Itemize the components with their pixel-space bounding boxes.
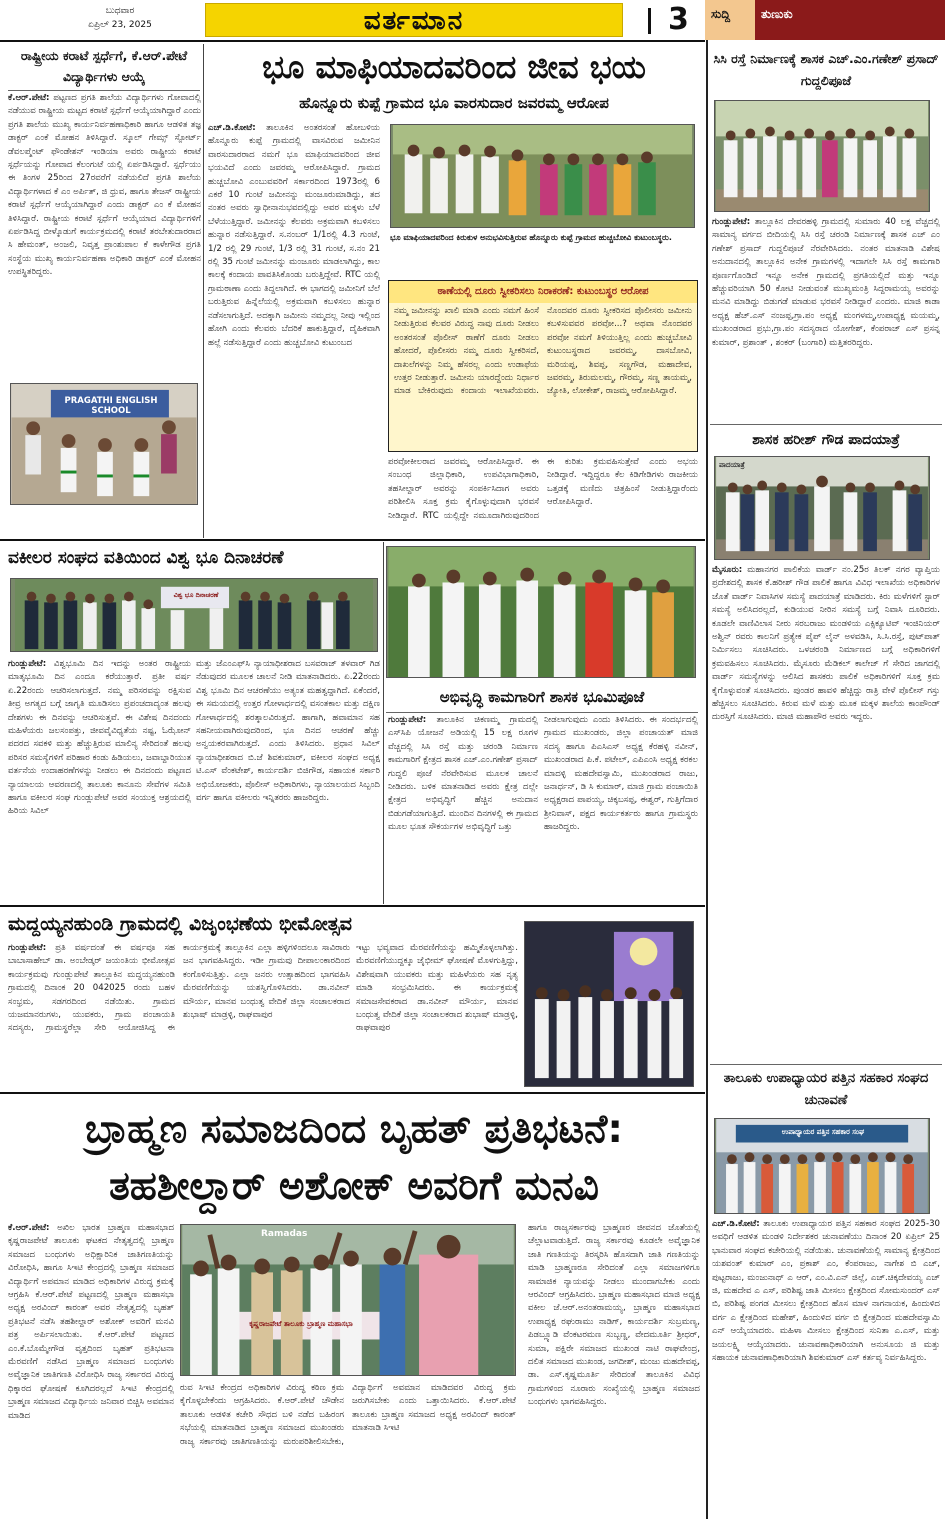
- brahmana-photo-sign: Ramadas: [261, 1229, 308, 1239]
- side-harish-photo: [714, 456, 930, 560]
- sidebar-divider: [706, 40, 708, 1519]
- mafia-dateline: ಎಚ್.ಡಿ.ಕೋಟೆ:: [208, 123, 256, 133]
- bhoomipooje-photo: [386, 546, 696, 678]
- karate-photo-banner: PRAGATHI ENGLISH SCHOOL: [64, 396, 158, 416]
- side-harish-photo-image: [715, 457, 929, 559]
- sidebar-header-label-a-box: [705, 0, 755, 40]
- side-harish-rule: [710, 1064, 942, 1065]
- mafia-boxed-body: ನಮ್ಮ ಜಮೀನನ್ನು ಖಾಲಿ ಮಾಡಿ ಎಂದು ನಮಗೆ ಹಿಂಸೆ ನೀಡುತ್ತಿರುವ ಕೆಲವರ ವಿರುದ್ಧ ನಾವು ದೂರು ನೀಡಲು ಅಂತರಸಂತೆ ಪೊಲೀಸ್ ಠಾಣೆಗೆ ದೂರು ನೀಡಲು ಹೋದರೆ, ಪೊಲೀಸರು ನಮ್ಮ ದೂರು ಸ್ವೀಕರಿಸದೆ, ದಾಖಲೆಗಳನ್ನು ನಿಮ್ಮ ಹೆಸರಲ್ಲ ಎಂದು ಉಡಾಫೆಯ ಉತ್ತರ ನೀಡುತ್ತಾರೆ. ಜಮೀನು ಯಾರದ್ದೆಂದು ನಿರ್ಧಾರ ಮಾಡ ಬೇಕಿರುವುದು ಕಂದಾಯ ಇಲಾಖೆಯವರು. ನೊಂದವರ ದೂರು ಸ್ವೀಕರಿಸದ ಪೊಲೀಸರು ಜಮೀನು ಕಬಳಿಸುವವರ ಪರವೋ...? ಅಥವಾ ನೊಂದವರ ಪರವೋ ನಮಗೆ ತಿಳಿಯುತ್ತಿಲ್ಲ ಎಂದು ಹುಚ್ಚಬೋವಿ ಕುಟುಂಬಸ್ಥರಾದ ಜವರಮ್ಮ, ದಾಸಬೋವಿ, ಮರಿಯಪ್ಪ, ಶಿವಪ್ಪ, ಸಣ್ಣಗೌಡ, ಮಹಾದೇವ, ಜವರಮ್ಮ, ತಿರುಮಲಮ್ಮ, ಗೌರಮ್ಮ, ಸಣ್ಣ ತಾಯಮ್ಮ, ಜ್ಯೋತಿ, ಲೋಕೇಶ್, ರಾಜಮ್ಮ ಆರೋಪಿಸಿದ್ದಾರೆ.: [394, 306, 692, 397]
- side-teachers-photo: [714, 1118, 930, 1214]
- side-cc-photo-image: [715, 101, 929, 211]
- brahmana-body-a-text: ಅಖಿಲ ಭಾರತ ಬ್ರಾಹ್ಮಣ ಮಹಾಸಭಾದ ಕೃಷ್ಣರಾಜಪೇಟೆ ತಾಲೂಕು ಘಟಕದ ನೇತೃತ್ವದಲ್ಲಿ ಬ್ರಾಹ್ಮಣ ಸಮಾಜದ ಬಂಧುಗಳು ಅಧಿಕ್ಷಾರಿನಿಕ ಜಾತಿಗಣತಿಯನ್ನು ವಿರೋಧಿಸಿ, ಹಾಗೂ ಸಿಇಟಿ ಕೇಂದ್ರದಲ್ಲಿ ಬ್ರಾಹ್ಮಣ ಸಮಾಜದ ವಿದ್ಯಾರ್ಥಿಗೆ ಅಪಮಾನ ಮಾಡಿದ ಅಧಿಕಾರಿಗಳ ವಿರುದ್ಧ ಕ್ರಮಕ್ಕೆ ಆಗ್ರಹಿಸಿ ಕೆ.ಆರ್.ಪೇಟೆ ಪಟ್ಟಣದಲ್ಲಿ ಬ್ರಾಹ್ಮಣ ಮಹಾಸಭಾ ಅಧ್ಯಕ್ಷ ಅರವಿಂದ್ ಕಾರಂತ್ ಅವರ ನೇತೃತ್ವದಲ್ಲಿ ಬೃಹತ್ ಪ್ರತಿಭಟನೆ ನಡೆಸಿ ತಹಶೀಲ್ದಾರ್ ಅಶೋಕ್ ಅವರಿಗೆ ಮನವಿ ಪತ್ರ ಅರ್ಪಿಸಲಾಯಿತು. ಕೆ.ಆರ್.ಪೇಟೆ ಪಟ್ಟಣದ ಎಂ.ಕೆ.ಬೊಮ್ಮೇಗೌಡ ವೃತ್ತದಿಂದ ಬೃಹತ್ ಪ್ರತಿಭಟನಾ ಮೆರವಣಿಗೆ ನಡೆಸಿದ ಬ್ರಾಹ್ಮಣ ಸಮಾಜದ ಬಂಧುಗಳು ಅವೈಜ್ಞಾನಿಕ ಜಾತಿಗಣತಿ ವಿರೋಧಿಸಿ ರಾಜ್ಯ ಸರ್ಕಾರದ ವಿರುದ್ಧ ಧಿಕ್ಕಾರದ ಘೋಷಣೆ ಕೂಗಿದರಲ್ಲದೆ ಸಿಇಟಿ ಕೇಂದ್ರದಲ್ಲಿ ಬ್ರಾಹ್ಮಣ ಸಮಾಜದ ವಿದ್ಯಾರ್ಥಿಯ ಜನಿವಾರ ಬಿಚ್ಚಿಸಿ ಅವಮಾನ ಮಾಡಿದ: [8, 1223, 174, 1421]
- lawyers-dateline: ಗುಂಡ್ಲುಪೇಟೆ:: [8, 659, 47, 669]
- bheema-photo-image: [525, 922, 693, 1086]
- side-cc-body: [712, 216, 940, 420]
- brahmana-headline-line2: ತಹಶೀಲ್ದಾರ್ ಅಶೋಕ್ ಅವರಿಗೆ ಮನವಿ: [109, 1164, 599, 1209]
- masthead-title-bar: [205, 3, 623, 37]
- side-cc-photo: [714, 100, 930, 212]
- lawyers-body-b: ಮತ್ತು ಜೆಎಂಎಫ್‌ಸಿ ನ್ಯಾಯಾಧೀಶರಾದ ಬಸವರಾಜ್ ತಳವಾರ್ ಗಿಡ ನೆಡುವುದರ ಮೂಲಕ ಚಾಲನೆ ನೀಡಿ ಮಾತನಾಡಿದರು. ಏ.22ರಂದು ವಿಶ್ವ ಭೂಮಿ ದಿನ ಆಚರಣೆಯು ಅತ್ಯಂತ ಮಹತ್ವದ್ದಾಗಿದೆ. ಏಕೆಂದರೆ, ಈ ಸಮಯದಲ್ಲಿ ಉತ್ತರ ಗೋಳಾರ್ಧದಲ್ಲಿ ವಸಂತಕಾಲ ಮತ್ತು ದಕ್ಷಿಣ ಗೋಳಾರ್ಧದಲ್ಲಿ ಶರತ್ಕಾಲವಿರುತ್ತದೆ. ಹಾಗಾಗಿ, ಹವಾಮಾನ ಸಹ ಸಹನೀಯವಾಗಿರುವುದರಿಂದ, ಭೂ ದಿನದ ಆಚರಣೆ ಹೆಚ್ಚು ಅನ್ವಯಕರವಾಗಿರುತ್ತದೆ. ಎಂದು ತಿಳಿಸಿದರು. ಪ್ರಧಾನ ಸಿವಿಲ್ ನ್ಯಾಯಾಧೀಶರಾದ ಬಿ.ಜೆ ಶಿವಕುಮಾರ್, ವಕೀಲರ ಸಂಘದ ಅಧ್ಯಕ್ಷ ಟಿ.ಎಸ್ ವೆಂಕಟೇಶ್, ಕಾರ್ಯದರ್ಶಿ ಬಿಜಿಗೌಡ, ಸಹಾಯಕ ಸರ್ಕಾರಿ ಅಭಿಯೋಜಕರು, ಪೊಲೀಸ್ ಅಧಿಕಾರಿಗಳು, ನ್ಯಾಯಾಲಯದ ಸಿಬ್ಬಂದಿ ವರ್ಗ ಹಾಗೂ ವಕೀಲರು ಇನ್ನಿತರರು ಹಾಜರಿದ್ದರು.: [196, 659, 380, 804]
- side-cc-headline: ಸಿಸಿ ರಸ್ತೆ ನಿರ್ಮಾಣಕ್ಕೆ ಶಾಸಕ ಎಚ್.ಎಂ.ಗಣೇಶ್ ಪ್ರಸಾದ್ ಗುದ್ದಲಿಪೂಜೆ: [713, 51, 939, 88]
- karate-dateline: ಕೆ.ಆರ್.ಪೇಟೆ:: [8, 93, 50, 103]
- side-teachers-body-text: ತಾಲೂಕು ಉಪಾಧ್ಯಾಯರ ಪತ್ತಿನ ಸಹಕಾರ ಸಂಘದ 2025-30 ಅವಧಿಗೆ ಆಡಳಿತ ಮಂಡಳಿ ನಿರ್ದೇಶಕರ ಚುನಾವಣೆಯು ದಿನಾಂಕ 20 ಏಪ್ರಿಲ್ 25 ಭಾನುವಾರ ಸಂಘದ ಕಚೇರಿಯಲ್ಲಿ ನಡೆಯಿತು. ಚುನಾವಣೆಯಲ್ಲಿ ಸಾಮಾನ್ಯ ಕ್ಷೇತ್ರದಿಂದ ಯಶವಂತ್ ಕುಮಾರ್ ಎಂ, ಪ್ರಕಾಶ್ ಎಂ, ಕೆಂಪರಾಜು, ನಾಗೇಶ ಬಿ ಎಚ್, ಪುಟ್ಟರಾಜು, ಮಂಜುನಾಥ್ ಎ ಆರ್, ಎಂ.ವಿ.ಎನ್ ಜಿಲ್ಲೆ, ಎಚ್.ಚಿಕ್ಕದೇವಯ್ಯ ಎಚ್ ಜಿ, ಮಹದೇವ ಎ ಎಸ್, ಪರಿಶಿಷ್ಟ ಜಾತಿ ಮೀಸಲು ಕ್ಷೇತ್ರದಿಂದ ಸೋಮಸುಂದರ್ ಎಸ್ ಬಿ, ಪರಿಶಿಷ್ಟ ಪಂಗಡ ಮೀಸಲು ಕ್ಷೇತ್ರದಿಂದ ಹೊಸ ಮಾಳ ನಾಗನಾಯಕ, ಹಿಂದುಳಿದ ವರ್ಗ ಎ ಕ್ಷೇತ್ರದಿಂದ ಮಹೇಶ್, ಹಿಂದುಳಿದ ವರ್ಗ ಬಿ ಕ್ಷೇತ್ರದಿಂದ ಮಹದೇವಸ್ವಾಮಿ ಎನ್ ಆಯ್ಕೆಯಾದರು. ಮಹಿಳಾ ಮೀಸಲು ಕ್ಷೇತ್ರದಿಂದ ಸುನಿತಾ ಎ.ಎಸ್, ಮತ್ತು ಜಯಲಕ್ಷ್ಮಿ ಆಯ್ಕೆಯಾದರು. ಚುನಾವಣಾಧಿಕಾರಿಯಾಗಿ ಅನುಸೂಯ ಜಿ ಮತ್ತು ಸಹಾಯಕ ಚುನಾವಣಾಧಿಕಾರಿಯಾಗಿ ಶಿವಕುಮಾರ್ ಎಸ್ ಕರ್ತವ್ಯ ನಿರ್ವಹಿಸಿದ್ದರು.: [712, 1219, 940, 1364]
- side-harish-body-text: ಮಹಾನಗರ ಪಾಲಿಕೆಯ ವಾರ್ಡ್ ನಂ.25ರ ತಿಲಕ್ ನಗರ ವ್ಯಾಪ್ತಿಯ ಪ್ರದೇಶದಲ್ಲಿ ಶಾಸಕ ಕೆ.ಹರೀಶ್ ಗೌಡ ಪಾಲಿಕೆ ಹಾಗೂ ವಿವಿಧ ಇಲಾಖೆಯ ಅಧಿಕಾರಿಗಳ ಜೊತೆ ವಾರ್ಡ್ ನಿವಾಸಿಗಳ ಸಮಸ್ಯೆ ಪಾದಯಾತ್ರೆ ಮಾಡಿದರು. ಕಿರು ಮಳೆಗಳಿಗೆ ಸ್ಟಾರ್ ಸಮಸ್ಯೆ ಅಲಿಸಿದರಲ್ಲದೆ, ಕುಡಿಯುವ ನೀರಿನ ಸಮಸ್ಯೆ ಬಗ್ಗೆ ನಿವಾಸಿ ದೂರಿದರು. ಕೂಡಲೇ ವಾಣಿವಿಲಾಸ ನೀರು ಸರಬರಾಜು ಮಂಡಳಿಯ ಎಕ್ಸಿಕ್ಯೂಟಿವ್ ಇಂಜಿನಿಯರ್ ಅಶ್ವಿನ್ ರವರು ಕಾಲನಿಗೆ ಪ್ರತ್ಯೇಕ ಪೈಪ್ ಲೈನ್ ಅಳವಡಿಸಿ, ಸಿ.ಸಿ.ರಸ್ತೆ, ಪುಟ್‌ಪಾತ್ ನಿರ್ಮಿಸಲು ಸೂಚಿಸಿದರು. ಒಳಚರಂಡಿ ನಿರ್ಮಾಣದ ಬಗ್ಗೆ ಅಧಿಕಾರಿಗಳಿಗೆ ಕ್ರಮವಹಿಸಲು ಸೂಚಿಸಿದರು. ಮೈಸೂರು ಮೆಡಿಕಲ್ ಕಾಲೇಜ್ ಗೆ ಸೇರಿದ ಜಾಗದಲ್ಲಿ ವಾರ್ಡ್ ಸಮಸ್ಯೆಗಳನ್ನು ಆಲಿಸಿದ ಶಾಸಕರು ಪಾಲಿಕೆ ಅಧಿಕಾರಿಗಳಿಗೆ ಸೂಕ್ತ ಕ್ರಮ ಕೈಗೊಳ್ಳುವಂತೆ ಸೂಚಿಸಿದರು. ಪುಂಡರ ಹಾವಳಿ ಹೆಚ್ಚಿದ್ದು ರಾತ್ರಿ ವೇಳೆ ಪೊಲೀಸ್ ಗಸ್ತು ಹೆಚ್ಚಿಸಲು ಸೂಚಿಸಿದರು. ಕಿರುವ ಮಳೆ ಮತ್ತು ಮೂಕ ಮಕ್ಕಳ ಶಾಲೆಯ ಕಾಂಪೌಂಡ್ ದುರಸ್ತಿಗೆ ಸೂಚಿಸಿದರು. ಮಾಜಿ ಮಹಾಪೌರ ಅವರು ಇದ್ದರು.: [712, 565, 940, 723]
- sidebar-header: [705, 0, 945, 40]
- lawyers-body-a-text: ವಿಶ್ವಭೂಮಿ ದಿನ ಇದನ್ನು ಅಂತರ ರಾಷ್ಟ್ರೀಯ ಮಾತೃಭೂಮಿ ದಿನ ಎಂದೂ ಕರೆಯುತ್ತಾರೆ. ಪ್ರತೀ ವರ್ಷ ಏ.22ರಂದು ಆಚರಿಸಲಾಗುತ್ತದೆ. ನಮ್ಮ ಪರಿಸರವನ್ನು ರಕ್ಷಿಸುವ ತೀವ್ರ ಅಗತ್ಯದ ಬಗ್ಗೆ ಜಾಗೃತಿ ಮೂಡಿಸಲು ಪ್ರಪಂಚದಾದ್ಯಂತ ಹಲವು ದೇಶಗಳು ಈ ದಿನವನ್ನು ಆಚರಿಸುತ್ತವೆ. ಈ ವಿಶೇಷ ದಿನದಂದು ಮಹಿಳೆಯರು ಜಲಸಂಪತ್ತು, ಜೀವವೈವಿಧ್ಯತೆಯ ನಷ್ಟ, ಓಝೋನ್ ಪದರದ ಸವಕಳಿ ಮತ್ತು ಹೆಚ್ಚುತ್ತಿರುವ ಮಾಲಿನ್ಯ ಸೇರಿದಂತೆ ಹಲವು ಪರಿಸರ ಸಮಸ್ಯೆಗಳಿಗೆ ಪರಿಹಾರ ಕಂಡು ಹಿಡಿಯಲು, ಜವಾಬ್ದಾರಿಯುತ ವರ್ತನೆಯ ಉದಾಹರಣೆಗಳನ್ನು ನೀಡಲು ಈ ದಿನದಂದು ಪಟ್ಟಣದ ನ್ಯಾಯಾಲಯ ಆವರಣದಲ್ಲಿ ತಾಲೂಕು ಕಾನೂನು ಸೇವೆಗಳ ಸಮಿತಿ ಹಾಗೂ ವಕೀಲರ ಸಂಘ ಗುಂಡ್ಲುಪೇಟೆ ಅವರ ಸಂಯುಕ್ತ ಆಶ್ರಯದಲ್ಲಿ ಹಿರಿಯ ಸಿವಿಲ್: [8, 659, 191, 817]
- lawyers-photo: [10, 578, 378, 652]
- masthead-rule: [0, 40, 705, 42]
- mafia-body-left: [208, 122, 380, 537]
- bhoomipooje-dateline: ಗುಂಡ್ಲುಪೇಟೆ:: [388, 715, 427, 725]
- mafia-subheadline: ಹೊನ್ನೂರು ಕುಪ್ಪೆ ಗ್ರಾಮದ ಭೂ ವಾರಸುದಾರ ಜವರಮ್ಮ ಆರೋಪ: [299, 94, 609, 112]
- karate-photo: [10, 383, 198, 505]
- karate-body-text: ಪಟ್ಟಣದ ಪ್ರಗತಿ ಶಾಲೆಯ ವಿದ್ಯಾರ್ಥಿಗಳು ಗೋವಾದಲ್ಲಿ ನಡೆಯುವ ರಾಷ್ಟ್ರೀಯ ಮಟ್ಟದ ಕರಾಟೆ ಸ್ಪರ್ಧೆಗೆ ಆಯ್ಕೆಯಾಗಿದ್ದಾರೆ ಎಂದು ಪ್ರಗತಿ ಶಾಲೆಯ ಮುಖ್ಯ ಕಾರ್ಯನಿರ್ವಹಣಾಧಿಕಾರಿ ಹಾಗೂ ಆಡಳಿತ ತಜ್ಞ ಡಾಕ್ಟರ್ ಎಂಕೆ ಮೋಹನ ತಿಳಿಸಿದ್ದಾರೆ. ಸ್ಕೂಲ್ ಗೇಮ್ಸ್ ಸ್ಪೋರ್ಟ್ ಡೆವಲಪ್ಮೆಂಟ್ ಫೌಂಡೇಶನ್ ಇಂಡಿಯಾ ಅವರು ರಾಷ್ಟ್ರೀಯ ಕರಾಟೆ ಸ್ಪರ್ಧೆಯನ್ನು ಗೋವಾದ ಕೆಲಂಗುಟೆ ಯಲ್ಲಿ ಏರ್ಪಡಿಸಿದ್ದಾರೆ. ಸ್ಪರ್ಧೆಯು ಈ ತಿಂಗಳ 25ರಿಂದ 27ರವರೆಗೆ ನಡೆಯಲಿದೆ ಪ್ರಗತಿ ಶಾಲೆಯ ವಿದ್ಯಾರ್ಥಿಗಳಾದ ಕೆ ಎಂ ಅರ್ಪಿತ್, ಜಿ ಧ್ರುವ, ಹಾಗೂ ತೇಜಸ್ ರಾಷ್ಟ್ರೀಯ ಕರಾಟೆ ಸ್ಪರ್ಧೆಗೆ ಆಯ್ಕೆಯಾಗಿದ್ದಾರೆ ಎಂದು ಡಾಕ್ಟರ್ ಎಂ ಕೆ ಮೋಹನ ತಿಳಿಸಿದ್ದಾರೆ. ರಾಷ್ಟ್ರೀಯ ಕರಾಟೆ ಸ್ಪರ್ಧೆಗೆ ಆಯ್ಕೆಯಾದ ವಿದ್ಯಾರ್ಥಿಗಳಿಗೆ ಏರ್ಪಡಿಸಿದ್ದ ಬೀಳ್ಕೊಡುಗೆ ಕಾರ್ಯಕ್ರಮದಲ್ಲಿ ಕರಾಟೆ ತರಬೇತುದಾರರಾದ ಸಿ ಹೇಮಂತ್, ಅಂಜಲಿ, ನಿವೃತ್ತ ಪ್ರಾಂಶುಪಾಲ ಕೆ ಕಾಳೇಗೌಡ ಪ್ರಗತಿ ಸಂಸ್ಥೆಯ ಮುಖ್ಯ ಕಾರ್ಯನಿರ್ವಹಣಾ ಅಧಿಕಾರಿ ಡಾಕ್ಟರ್ ಎಂಕೆ ಮೋಹನ ಉಪಸ್ಥಿತರಿದ್ದರು.: [8, 93, 201, 278]
- side-teachers-body: [712, 1218, 940, 1518]
- bhoomipooje-body-b: ನೀಡಲಾಗುವುದು ಎಂದು ತಿಳಿಸಿದರು. ಈ ಸಂದರ್ಭದಲ್ಲಿ ಗ್ರಾಮದ ಮುಖಂಡರು, ಜಿಲ್ಲಾ ಪಂಚಾಯತ್ ಮಾಜಿ ಸದಸ್ಯ ಹಾಗೂ ಪಿಎಸಿಎಸ್ ಅಧ್ಯಕ್ಷ ಕೆರಹಳ್ಳಿ ನವೀನ್, ಮುಖಂಡರಾದ ಪಿ.ಕೆ. ಪಟೇಲ್, ಎಪಿಎಂಸಿ ಅಧ್ಯಕ್ಷ ಕರಕಲ ಮಾದಳ್ಳಿ ಮಹದೇವಸ್ವಾಮಿ, ಮುಖಂಡರಾದ ರಾಜು, ಜನಾರ್ಧನ್, ಡಿ ಸಿ ಕುಮಾರ್, ಮಾಜಿ ಗ್ರಾಮ ಪಂಚಾಯಿತಿ ಅಧ್ಯಕ್ಷರಾದ ಪಾಪಯ್ಯ, ಚಿಕ್ಕಬಸಪ್ಪ, ಈಶ್ವರ್, ಗುತ್ತಿಗೆದಾರ ಶ್ರೀನಿವಾಸ್, ಪಕ್ಷದ ಕಾರ್ಯಕರ್ತರು ಹಾಗೂ ಗ್ರಾಮಸ್ಥರು ಹಾಜರಿದ್ದರು.: [544, 715, 698, 833]
- lawyers-headline: ವಕೀಲರ ಸಂಘದ ವತಿಯಿಂದ ವಿಶ್ವ ಭೂ ದಿನಾಚರಣೆ: [8, 548, 284, 568]
- mafia-body-left-text: ತಾಲೂಕಿನ ಅಂತರಸಂತೆ ಹೋಬಳಿಯ ಹೊನ್ನೂರು ಕುಪ್ಪೆ ಗ್ರಾಮದಲ್ಲಿ ವಾಸವಿರುವ ಜಮೀನಿನ ವಾರಸುದಾರರಾದ ನಮಗೆ ಭೂ ಮಾಫಿಯಾದವರಿಂದ ಜೀವ ಭಯವಿದೆ ಎಂದು ಜವರಮ್ಮ ಆರೋಪಿಸಿದ್ದಾರೆ. ಗ್ರಾಮದ ಹುಚ್ಚಬೋವಿ ಎಂಬುವವರಿಗೆ ಸರ್ಕಾರದಿಂದ 1973ರಲ್ಲಿ 6 ಎಕರೆ 10 ಗುಂಟೆ ಜಮೀನನ್ನು ಮಂಜೂರುಮಾಡಿದ್ದು, ತದ ನಂತರ ಅವರು ಸ್ವಾಧೀನಾನುಭವದಲ್ಲಿದ್ದು ಅವರ ಮಕ್ಕಳು ಬೆಳೆ ಬೆಳೆಯುತ್ತಿದ್ದಾರೆ. ಜಮೀನನ್ನು ಕೆಲವರು ಅಕ್ರಮವಾಗಿ ಕಬಳಿಸಲು ಹುನ್ನಾರ ನಡೆಸುತ್ತಿದ್ದಾರೆ. ಸ.ನಂಬರ್ 1/1ರಲ್ಲಿ 4.3 ಗುಂಟೆ, 1/2 ರಲ್ಲಿ 29 ಗುಂಟೆ, 1/3 ರಲ್ಲಿ 31 ಗುಂಟೆ, ಸ.ನಂ 21 ರಲ್ಲಿ 35 ಗುಂಟೆ ಜಮೀನನ್ನು ಮಂಜೂರು ಮಾಡಲಾಗಿದ್ದು, ಕಾಲ ಕಾಲಕ್ಕೆ ಕಂದಾಯ ಪಾವತಿಸಿಕೊಂಡು ಬರುತ್ತಿದ್ದೇವೆ. RTC ಯಲ್ಲಿ ಗ್ರಾಮಠಾಣಾ ಎಂದು ತಿದ್ದಲಾಗಿದೆ. ಈ ಭಾಗದಲ್ಲಿ ಜಮೀನಿಗೆ ಬೆಲೆ ಬರುತ್ತಿರುವ ಹಿನ್ನೆಲೆಯಲ್ಲಿ ಅಕ್ರಮವಾಗಿ ಕಬಳಿಸಲು ಹುನ್ನಾರ ನಡೆಸಲಾಗುತ್ತಿದೆ. ಅದಕ್ಕಾಗಿ ಜಮೀನು ನಮ್ಮದಲ್ಲ ನೀವು ಇಲ್ಲಿಂದ ಹೋಗಿ ಎಂದು ಕೆಲವರು ಬೆದರಿಕೆ ಹಾಕುತ್ತಿದ್ದಾರೆ, ದೈಹಿಕವಾಗಿ ಹಲ್ಲೆ ನಡೆಸುತ್ತಿದ್ದಾರೆ ಎಂದು ಹುಚ್ಚಬೋವಿ ಕುಟುಂಬದ: [208, 123, 380, 348]
- side-harish-photo-note: ಪಾದಯಾತ್ರೆ: [719, 461, 745, 469]
- brahmana-photo: [180, 1224, 516, 1376]
- brahmana-headline-line1: ಬ್ರಾಹ್ಮಣ ಸಮಾಜದಿಂದ ಬೃಹತ್ ಪ್ರತಿಭಟನೆ:: [85, 1107, 623, 1152]
- sidebar-header-label-b: ತುಣುಕು: [761, 7, 793, 21]
- side-cc-body-text: ತಾಲ್ಲೂಕಿನ ದೇವರಹಳ್ಳಿ ಗ್ರಾಮದಲ್ಲಿ ಸುಮಾರು 40 ಲಕ್ಷ ವೆಚ್ಚದಲ್ಲಿ ಸಾಮಾನ್ಯ ವರ್ಗದ ಬೀದಿಯಲ್ಲಿ ಸಿಸಿ ರಸ್ತೆ ಚರಂಡಿ ನಿರ್ಮಾಣಕ್ಕೆ ಶಾಸಕ ಎಚ್ ಎಂ ಗಣೇಶ್ ಪ್ರಸಾದ್ ಗುದ್ದಲಿಪೂಜೆ ನೆರವೇರಿಸಿದರು. ನಂತರ ಮಾತನಾಡಿ ವಿಶೇಷ ಅನುದಾನದಲ್ಲಿ ತಾಲ್ಲೂಕಿನ ಅನೇಕ ಗ್ರಾಮಗಳಲ್ಲಿ ಇದಾಗಲೇ ಸಿಸಿ ರಸ್ತೆ ಕಾಮಗಾರಿ ಪೂರ್ಣಗೊಂಡಿದೆ ಇನ್ನೂ ಅನೇಕ ಗ್ರಾಮದಲ್ಲಿ ಪ್ರಗತಿಯಲ್ಲಿದೆ ಮತ್ತು ಇನ್ನೂ ಹೆಚ್ಚುವರಿಯಾಗಿ 50 ಕೋಟಿ ನೀಡುವಂತೆ ಮುಖ್ಯಮಂತ್ರಿ ಸಿದ್ದರಾಮಯ್ಯ ಅವರನ್ನು ಮನವಿ ಮಾಡಿದ್ದು ಬಿಡುಗಡೆ ಮಾಡುವ ಭರವಸೆ ನೀಡಿದ್ದಾರೆ ಎಂದರು. ಮಾಜಿ ಕಾಡಾ ಅಧ್ಯಕ್ಷ ಹೆಚ್.ಎಸ್ ನಂಜಪ್ಪ,ಗ್ರಾ.ಪಂ ಅಧ್ಯಕ್ಷೆ ಮಂಗಳಮ್ಮ,ಉಪಾಧ್ಯಕ್ಷ ಮಯಮ್ಮ, ಮುಖಂಡರಾದ ಪ್ರಭು,ಗ್ರಾ.ಪಂ ಸದಸ್ಯರಾದ ಯೋಗೇಶ್, ಕೆಂಪರಾಜ್ ಎಸ್ ಪ್ರಸನ್ನ ಕುಮಾರ್, ಪ್ರಶಾಂತ್ , ಶಂಕರ್ (ಬಂಗಾರಿ) ಮತ್ತಿತರರಿದ್ದರು.: [712, 217, 940, 348]
- brahmana-body-a: [8, 1222, 174, 1518]
- masthead-title: ವರ್ತಮಾನ: [363, 6, 465, 36]
- masthead-date: ಏಪ್ರಿಲ್ 23, 2025: [88, 20, 152, 30]
- bhoomipooje-body-a: [388, 714, 538, 902]
- bhoomipooje-headline: ಅಭಿವೃದ್ಧಿ ಕಾಮಗಾರಿಗೆ ಶಾಸಕ ಭೂಮಿಪೂಜೆ: [386, 682, 698, 712]
- mafia-boxed-heading: ಠಾಣೆಯಲ್ಲಿ ದೂರು ಸ್ವೀಕರಿಸಲು ನಿರಾಕರಣೆ: ಕುಟುಂಬಸ್ಥರ ಆರೋಪ: [389, 281, 697, 303]
- mafia-photo: [390, 124, 695, 228]
- bheema-dateline: ಗುಂಡ್ಲುಪೇಟೆ:: [8, 943, 47, 953]
- lawyers-column-rule: [383, 542, 384, 904]
- lawyers-body-a: [8, 658, 191, 902]
- bheema-body-text: ಪ್ರತಿ ವರ್ಷದಂತೆ ಈ ವರ್ಷವೂ ಸಹ ಬಾಬಾಸಾಹೇಬ್ ಡಾ. ಅಂಬೇಡ್ಕರ್ ಜಯಂತಿಯ ಭೀಮೋತ್ಸವ ಕಾರ್ಯಕ್ರಮವು ಗುಂಡ್ಲುಪೇಟೆ ತಾಲ್ಲೂಕಿನ ಮದ್ದಯ್ಯನಹುಂಡಿ ಗ್ರಾಮದಲ್ಲಿ ದಿನಾಂಕ 20 042025 ರಂದು ಬಹಳ ಸಂಭ್ರಮ, ಸಡಗರದಿಂದ ನಡೆಯಿತು. ಗ್ರಾಮದ ಯಜಮಾನರುಗಳು, ಯುವಕರು, ಗ್ರಾಮ ಪಂಚಾಯತಿ ಸದಸ್ಯರು, ಗ್ರಾಮಸ್ಥರೆಲ್ಲಾ ಸೇರಿ ಆಯೋಜಿಸಿದ್ದ ಈ ಕಾರ್ಯಕ್ರಮಕ್ಕೆ ತಾಲ್ಲೂಕಿನ ಎಲ್ಲಾ ಹಳ್ಳಿಗಳಿಂದಲೂ ಸಾವಿರಾರು ಜನ ಭಾಗವಹಿಸಿದ್ದರು. ಇಡೀ ಗ್ರಾಮವು ದೀಪಾಲಂಕಾರದಿಂದ ಕಂಗೊಳಿಸುತ್ತಿತ್ತು. ಎಲ್ಲಾ ಜನರು ಉತ್ಸಾಹದಿಂದ ಭಾಗವಹಿಸಿ ಮೆರವಣಿಗೆಯನ್ನು ಯಶಸ್ವಿಗೊಳಿಸಿದರು. ಡಾ.ನವೀನ್ ಮೌರ್ಯ, ಮಾನವ ಬಂಧುತ್ವ ವೇದಿಕೆ ಜಿಲ್ಲಾ ಸಂಚಾಲಕರಾದ ಶುಭಾಷ್ ಮಾಡ್ರಳ್ಳಿ, ರಾಘವಾಪುರ: [8, 943, 350, 1034]
- side-teachers-dateline: ಎಚ್.ಡಿ.ಕೋಟೆ:: [712, 1219, 760, 1229]
- bheema-body: [8, 942, 350, 1088]
- masthead-date-block: [60, 4, 180, 36]
- karate-headline-rule: [8, 90, 200, 91]
- side-teachers-photo-banner: ಉಪಾಧ್ಯಾಯರ ಪತ್ತಿನ ಸಹಕಾರ ಸಂಘ: [781, 1128, 865, 1136]
- mafia-boxed-story: [388, 280, 698, 452]
- masthead: [0, 0, 705, 40]
- sidebar-header-label-b-box: [755, 0, 945, 40]
- bheema-bottom-rule: [0, 1092, 705, 1094]
- karate-column-rule: [203, 44, 204, 538]
- lawyers-photo-banner: ವಿಶ್ವ ಭೂ ದಿನಾಚರಣೆ: [173, 591, 219, 599]
- mafia-photo-image: [391, 125, 694, 227]
- mafia-headline: ಭೂ ಮಾಫಿಯಾದವರಿಂದ ಜೀವ ಭಯ: [262, 48, 646, 86]
- brahmana-body-c: ಹಾಗೂ ರಾಜ್ಯಸರ್ಕಾರವು ಬ್ರಾಹ್ಮಣರ ಜೀವನದ ಜೊತೆಯಲ್ಲಿ ಚೆಲ್ಲಾಟವಾಡುತ್ತಿದೆ. ರಾಜ್ಯ ಸರ್ಕಾರವು ಕೂಡಲೇ ಅವೈಜ್ಞಾನಿಕ ಜಾತಿ ಗಣತಿಯನ್ನು ತಿರಸ್ಕರಿಸಿ ಹೊಸದಾಗಿ ಜಾತಿ ಗಣತಿಯನ್ನು ಮಾಡಿ ಬ್ರಾಹ್ಮಣರೂ ಸೇರಿದಂತೆ ಎಲ್ಲಾ ಸಮಾಜಗಳಿಗೂ ಸಾಮಾಜಿಕ ನ್ಯಾಯವನ್ನು ನೀಡಲು ಮುಂದಾಗಬೇಕು ಎಂದು ಆರವಿಂದ್ ಆಗ್ರಹಿಸಿದರು. ಬ್ರಾಹ್ಮಣ ಮಹಾಸಭಾದ ಮಾಜಿ ಅಧ್ಯಕ್ಷ ವಕೀಲ ಜೆ.ಆರ್.ಅನಂತರಾಮಯ್ಯ, ಬ್ರಾಹ್ಮಣ ಮಹಾಸಭಾದ ಉಪಾಧ್ಯಕ್ಷ ರಘುರಾಮು ನಾಡಿಗ್, ಕಾರ್ಯದರ್ಶಿ ಸುಬ್ರಮಣ್ಯ, ಪಿಡಬ್ಲ್ಯೂಡಿ ವೆಂಕಟರಮಣ ಸುಬ್ಬಣ್ಣ, ವೇದಮೂರ್ತಿ ಶ್ರೀಧರ್, ಸುಮಾ, ಪಕ್ಷಿರೇ ಸಮಾಜದ ಮುಖಂಡ ನಾಟಿ ರಾಘವೇಂದ್ರ, ದಲಿತ ಸಮಾಜದ ಮುಖಂಡ, ಜಗದೀಶ್, ಮಂಜು ಮಹದೇವಪ್ಪ, ಡಾ. ಎಸ್.ಕೃಷ್ಣಮೂರ್ತಿ ಸೇರಿದಂತೆ ತಾಲೂಕಿನ ವಿವಿಧ ಗ್ರಾಮಗಳಿಂದ ನೂರಾರು ಸಂಖ್ಯೆಯಲ್ಲಿ ಬ್ರಾಹ್ಮಣ ಸಮಾಜದ ಬಂಧುಗಳು ಭಾಗವಹಿಸಿದ್ದರು.: [528, 1223, 700, 1408]
- bhoomipooje-headline-rule: [386, 712, 698, 713]
- bheema-photo: [524, 921, 694, 1087]
- brahmana-photo-banner: ಕೃಷ್ಣರಾಜಪೇಟೆ ತಾಲೂಕು ಬ್ರಾಹ್ಮಣ ಮಹಾಸಭಾ: [249, 1320, 353, 1328]
- bheema-headline: ಮದ್ದಯ್ಯನಹುಂಡಿ ಗ್ರಾಮದಲ್ಲಿ ವಿಜೃಂಭಣೆಯ ಭೀಮೋತ್ಸವ: [8, 913, 352, 935]
- mafia-body-bottom: ಪರವೋಕೀಲರಾದ ಜವರಮ್ಮ ಆರೋಪಿಸಿದ್ದಾರೆ. ಈ ಸಂಬಂಧ ಜಿಲ್ಲಾಧಿಕಾರಿ, ಉಪವಿಭಾಗಾಧಿಕಾರಿ, ತಹಸೀಲ್ದಾರ್ ಅವರನ್ನು ಸಂಪರ್ಕಿಸಿದಾಗ ಅವರು ಪರಿಶೀಲಿಸಿ ಸೂಕ್ತ ಕ್ರಮ ಕೈಗೊಳ್ಳುವುದಾಗಿ ಭರವಸೆ ನೀಡಿದ್ದಾರೆ. RTC ಯಲ್ಲಿದ್ದೇ ನಮೂದಾಗಿರುವುದರಿಂದ ಈ ಕುರಿತು ಕ್ರಮವಹಿಸುತ್ತೇವೆ ಎಂದು ಅಭಯ ನೀಡಿದ್ದಾರೆ. ಇದ್ದಿದ್ದರೂ ಕೆಲ ಕಿಡಿಗೇಡಿಗಳು ರಾಜಕೀಯ ಒತ್ತಡಕ್ಕೆ ಮಣಿದು ಚಿತ್ರಹಿಂಸೆ ನೀಡುತ್ತಿದ್ದಾರೆಂದು ಆರೋಪಿಸಿದ್ದಾರೆ.: [388, 457, 698, 521]
- side-harish-body: [712, 564, 940, 1060]
- karate-headline: ರಾಷ್ಟ್ರೀಯ ಕರಾಟೆ ಸ್ಪರ್ಧೆಗೆ, ಕೆ.ಆರ್.ಪೇಟೆ ವಿದ್ಯಾರ್ಥಿಗಳು ಆಯ್ಕೆ: [20, 48, 188, 84]
- bhoomipooje-photo-image: [387, 547, 695, 677]
- mafia-photo-caption: ಭೂ ಮಾಫಿಯಾದವರಿಂದ ಕಿರುಕುಳ ಅನುಭವಿಸುತ್ತಿರುವ ಹೊನ್ನೂರು ಕುಪ್ಪೆ ಗ್ರಾಮದ ಹುಚ್ಚಬೋವಿ ಕುಟುಂಬಸ್ಥರು.: [390, 233, 672, 242]
- page-number: [640, 0, 700, 40]
- bheema-body-b: ಇಟ್ಟು ಭವ್ಯವಾದ ಮೆರವಣಿಗೆಯನ್ನು ಹಮ್ಮಿಕೊಳ್ಳಲಾಗಿತ್ತು. ಮೆರವಣಿಗೆಯುದ್ದಕ್ಕೂ ಜೈಭೀಮ್ ಘೋಷಣೆ ಮೊಳಗುತ್ತಿದ್ದು, ವಿಶೇಷವಾಗಿ ಯುವಕರು ಮತ್ತು ಮಹಿಳೆಯರು ಸಹ ನೃತ್ಯ ಮಾಡಿ ಸಂಭ್ರಮಿಸಿದರು. ಈ ಕಾರ್ಯಕ್ರಮಕ್ಕೆ ಸಮಾಜಸೇವಕರಾದ ಡಾ.ನವೀನ್ ಮೌರ್ಯ, ಮಾನವ ಬಂಧುತ್ವ ವೇದಿಕೆ ಜಿಲ್ಲಾ ಸಂಚಾಲಕರಾದ ಶುಭಾಷ್ ಮಾಡ್ರಳ್ಳಿ, ರಾಘವಾಪುರ: [356, 943, 518, 1034]
- masthead-day: ಬುಧವಾರ: [105, 6, 135, 16]
- brahmana-body-b: ರುವ ಸಿಇಟಿ ಕೇಂದ್ರದ ಅಧಿಕಾರಿಗಳ ವಿರುದ್ಧ ಕಠಿಣ ಕ್ರಮ ಕೈಗೊಳ್ಳಬೇಕೆಂದು ಆಗ್ರಹಿಸಿದರು. ಕೆ.ಆರ್.ಪೇಟೆ ಚೌಡೇನ ತಾಲೂಕು ಆಡಳಿತ ಕಚೇರಿ ಸೌಧದ ಬಳಿ ನಡೆದ ಬಹಿರಂಗ ಸಭೆಯಲ್ಲಿ ಮಾತನಾಡಿದ ಬ್ರಾಹ್ಮಣ ಸಮಾಜದ ಮುಖಂಡರು ರಾಜ್ಯ ಸರ್ಕಾರವು ಜಾತಿಗಣತಿಯನ್ನು ಮರುಪರಿಶೀಲಿಸಬೇಕು, ವಿದ್ಯಾರ್ಥಿಗೆ ಅವಮಾನ ಮಾಡಿದವರ ವಿರುದ್ಧ ಕ್ರಮ ಜರುಗಿಸಬೇಕು ಎಂದು ಒತ್ತಾಯಿಸಿದರು. ಕೆ.ಆರ್.ಪೇಟೆ ತಾಲೂಕು ಬ್ರಾಹ್ಮಣ ಸಮಾಜದ ಅಧ್ಯಕ್ಷ ಅರವಿಂದ್ ಕಾರಂತ್ ಮಾತನಾಡಿ ಸಿಇಟಿ: [180, 1383, 516, 1447]
- brahmana-dateline: ಕೆ.ಆರ್.ಪೇಟೆ:: [8, 1223, 50, 1233]
- lawyers-photo-image: [11, 579, 377, 651]
- karate-body: [8, 92, 201, 374]
- side-teachers-headline: ತಾಲೂಕು ಉಪಾಧ್ಯಾಯರ ಪತ್ತಿನ ಸಹಕಾರ ಸಂಘದ ಚುನಾವಣೆ: [723, 1071, 929, 1108]
- sidebar-header-label-a: ಸುದ್ದಿ: [711, 7, 731, 21]
- brahmana-photo-image: [181, 1225, 515, 1375]
- side-cc-dateline: ಗುಂಡ್ಲುಪೇಟೆ:: [712, 217, 751, 227]
- bhoomipooje-body-a-text: ತಾಲೂಕಿನ ಚಿಕಣಮ್ಮ ಗ್ರಾಮದಲ್ಲಿ ಎಸ್‌ಸಿಪಿ ಯೋಜನೆ ಅಡಿಯಲ್ಲಿ 15 ಲಕ್ಷ ರೂಗಳ ವೆಚ್ಚದಲ್ಲಿ ಸಿಸಿ ರಸ್ತೆ ಮತ್ತು ಚರಂಡಿ ನಿರ್ಮಾಣ ಕಾಮಗಾರಿಗೆ ಕ್ಷೇತ್ರದ ಶಾಸಕ ಎಚ್.ಎಂ.ಗಣೇಶ್ ಪ್ರಸಾದ್ ಗುದ್ದಲಿ ಪೂಜೆ ನೆರವೇರಿಸುವ ಮೂಲಕ ಚಾಲನೆ ನೀಡಿದರು. ಬಳಿಕ ಮಾತನಾಡಿದ ಅವರು ಕ್ಷೇತ್ರ ದಲ್ಲೇ ಕ್ಷೇತ್ರದ ಅಭಿವೃದ್ಧಿಗೆ ಹೆಚ್ಚಿನ ಅನುದಾನ ಬಿಡುಗಡೆಯಾಗುತ್ತಿದೆ. ಮುಂದಿನ ದಿನಗಳಲ್ಲಿ ಈ ಗ್ರಾಮದ ಮೂಲ ಭೂತ ಸೌಕರ್ಯಗಳ ಅಭಿವೃದ್ಧಿಗೆ ಒತ್ತು: [388, 715, 538, 833]
- page-number-text: 3: [668, 2, 689, 37]
- bhoomipooje-bottom-rule: [0, 905, 705, 907]
- side-harish-dateline: ಮೈಸೂರು:: [712, 565, 743, 575]
- side-harish-headline: ಶಾಸಕ ಹರೀಶ್ ಗೌಡ ಪಾದಯಾತ್ರೆ: [752, 432, 900, 448]
- side-cc-rule: [710, 424, 942, 425]
- mafia-bottom-rule: [0, 539, 705, 541]
